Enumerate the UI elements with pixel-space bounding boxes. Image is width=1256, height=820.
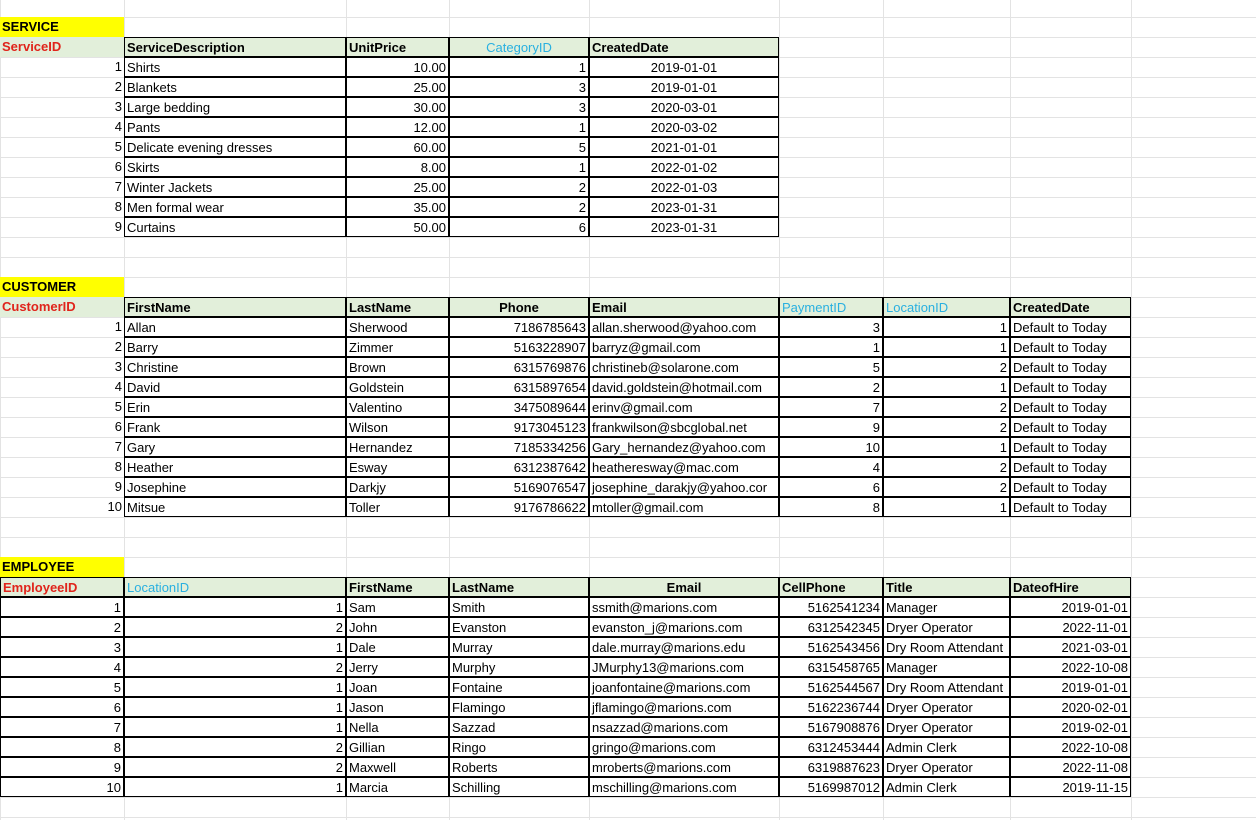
employee-cell-title[interactable]: Admin Clerk xyxy=(883,777,1010,797)
customer-cell-customerid[interactable]: 4 xyxy=(114,379,122,394)
employee-cell-employeeid[interactable]: 7 xyxy=(0,717,124,737)
customer-cell-firstname[interactable]: Mitsue xyxy=(124,497,346,517)
service-cell-servicedescription[interactable]: Men formal wear xyxy=(124,197,346,217)
employee-row xyxy=(0,697,1256,717)
service-cell-createddate[interactable]: 2020-03-01 xyxy=(589,97,779,117)
customer-cell-customerid[interactable]: 10 xyxy=(107,499,122,514)
employee-cell-cellphone[interactable]: 5162543456 xyxy=(779,637,883,657)
employee-row xyxy=(0,657,1256,677)
employee-cell-locationid[interactable]: 1 xyxy=(124,697,346,717)
customer-header-customerid[interactable]: CustomerID xyxy=(0,297,124,317)
employee-cell-dateofhire[interactable]: 2019-01-01 xyxy=(1010,677,1131,697)
employee-row xyxy=(0,677,1256,697)
customer-cell-createddate[interactable]: Default to Today xyxy=(1010,497,1131,517)
customer-cell-paymentid[interactable]: 4 xyxy=(779,457,883,477)
customer-cell-lastname[interactable]: Wilson xyxy=(346,417,449,437)
customer-cell-paymentid[interactable]: 5 xyxy=(779,357,883,377)
customer-cell-phone[interactable]: 9176786622 xyxy=(449,497,589,517)
employee-cell-lastname[interactable]: Ringo xyxy=(449,737,589,757)
customer-cell-email[interactable]: Gary_hernandez@yahoo.com xyxy=(589,437,779,457)
customer-row xyxy=(0,437,1256,457)
employee-cell-title[interactable]: Manager xyxy=(883,597,1010,617)
customer-cell-lastname[interactable]: Hernandez xyxy=(346,437,449,457)
customer-cell-phone[interactable]: 7185334256 xyxy=(449,437,589,457)
service-cell-createddate[interactable]: 2019-01-01 xyxy=(589,57,779,77)
service-cell-createddate[interactable]: 2022-01-03 xyxy=(589,177,779,197)
customer-cell-lastname[interactable]: Goldstein xyxy=(346,377,449,397)
customer-cell-firstname[interactable]: Gary xyxy=(124,437,346,457)
service-row xyxy=(0,157,1256,177)
customer-row xyxy=(0,417,1256,437)
employee-cell-employeeid[interactable]: 9 xyxy=(0,757,124,777)
service-cell-unitprice[interactable]: 12.00 xyxy=(346,117,449,137)
service-cell-servicedescription[interactable]: Large bedding xyxy=(124,97,346,117)
employee-cell-employeeid[interactable]: 1 xyxy=(0,597,124,617)
customer-cell-locationid[interactable]: 1 xyxy=(883,437,1010,457)
service-cell-categoryid[interactable]: 1 xyxy=(449,117,589,137)
employee-cell-cellphone[interactable]: 6315458765 xyxy=(779,657,883,677)
service-cell-unitprice[interactable]: 35.00 xyxy=(346,197,449,217)
employee-cell-lastname[interactable]: Flamingo xyxy=(449,697,589,717)
customer-cell-lastname[interactable]: Zimmer xyxy=(346,337,449,357)
service-header-categoryid[interactable]: CategoryID xyxy=(449,37,589,57)
employee-cell-lastname[interactable]: Murray xyxy=(449,637,589,657)
customer-cell-locationid[interactable]: 2 xyxy=(883,397,1010,417)
employee-cell-cellphone[interactable]: 6319887623 xyxy=(779,757,883,777)
service-cell-serviceid[interactable]: 3 xyxy=(114,99,122,114)
customer-cell-phone[interactable]: 6312387642 xyxy=(449,457,589,477)
customer-row xyxy=(0,497,1256,517)
service-title-row xyxy=(0,17,1256,37)
customer-cell-firstname[interactable]: Josephine xyxy=(124,477,346,497)
employee-cell-title[interactable]: Dryer Operator xyxy=(883,757,1010,777)
employee-cell-firstname[interactable]: Marcia xyxy=(346,777,449,797)
employee-cell-firstname[interactable]: John xyxy=(346,617,449,637)
customer-cell-paymentid[interactable]: 1 xyxy=(779,337,883,357)
employee-cell-email[interactable]: joanfontaine@marions.com xyxy=(589,677,779,697)
service-row xyxy=(0,177,1256,197)
service-cell-unitprice[interactable]: 8.00 xyxy=(346,157,449,177)
customer-cell-email[interactable]: mtoller@gmail.com xyxy=(589,497,779,517)
customer-row xyxy=(0,357,1256,377)
service-cell-createddate[interactable]: 2023-01-31 xyxy=(589,197,779,217)
employee-header-employeeid[interactable]: EmployeeID xyxy=(0,577,124,597)
customer-cell-email[interactable]: allan.sherwood@yahoo.com xyxy=(589,317,779,337)
customer-cell-customerid[interactable]: 3 xyxy=(114,359,122,374)
service-row xyxy=(0,137,1256,157)
customer-cell-locationid[interactable]: 2 xyxy=(883,477,1010,497)
employee-cell-cellphone[interactable]: 5162541234 xyxy=(779,597,883,617)
customer-cell-createddate[interactable]: Default to Today xyxy=(1010,477,1131,497)
customer-row xyxy=(0,317,1256,337)
employee-cell-locationid[interactable]: 2 xyxy=(124,737,346,757)
employee-row xyxy=(0,717,1256,737)
service-table-title[interactable]: SERVICE xyxy=(0,17,124,37)
employee-header-title[interactable]: Title xyxy=(883,577,1010,597)
service-row xyxy=(0,117,1256,137)
employee-cell-dateofhire[interactable]: 2019-01-01 xyxy=(1010,597,1131,617)
customer-cell-customerid[interactable]: 7 xyxy=(114,439,122,454)
employee-header-firstname[interactable]: FirstName xyxy=(346,577,449,597)
service-cell-serviceid[interactable]: 7 xyxy=(114,179,122,194)
customer-cell-createddate[interactable]: Default to Today xyxy=(1010,337,1131,357)
customer-cell-createddate[interactable]: Default to Today xyxy=(1010,397,1131,417)
service-cell-unitprice[interactable]: 25.00 xyxy=(346,77,449,97)
employee-cell-locationid[interactable]: 2 xyxy=(124,617,346,637)
employee-cell-dateofhire[interactable]: 2022-10-08 xyxy=(1010,657,1131,677)
customer-cell-email[interactable]: frankwilson@sbcglobal.net xyxy=(589,417,779,437)
service-cell-categoryid[interactable]: 3 xyxy=(449,77,589,97)
service-cell-serviceid[interactable]: 6 xyxy=(114,159,122,174)
employee-cell-cellphone[interactable]: 5162236744 xyxy=(779,697,883,717)
service-cell-servicedescription[interactable]: Pants xyxy=(124,117,346,137)
service-cell-unitprice[interactable]: 10.00 xyxy=(346,57,449,77)
employee-cell-employeeid[interactable]: 5 xyxy=(0,677,124,697)
employee-cell-cellphone[interactable]: 6312453444 xyxy=(779,737,883,757)
service-cell-createddate[interactable]: 2020-03-02 xyxy=(589,117,779,137)
customer-cell-createddate[interactable]: Default to Today xyxy=(1010,317,1131,337)
service-header-serviceid[interactable]: ServiceID xyxy=(0,37,124,57)
service-header-servicedescription[interactable]: ServiceDescription xyxy=(124,37,346,57)
employee-cell-lastname[interactable]: Smith xyxy=(449,597,589,617)
employee-cell-dateofhire[interactable]: 2022-10-08 xyxy=(1010,737,1131,757)
customer-cell-locationid[interactable]: 2 xyxy=(883,417,1010,437)
customer-cell-locationid[interactable]: 1 xyxy=(883,317,1010,337)
service-cell-unitprice[interactable]: 30.00 xyxy=(346,97,449,117)
customer-cell-phone[interactable]: 7186785643 xyxy=(449,317,589,337)
employee-cell-dateofhire[interactable]: 2020-02-01 xyxy=(1010,697,1131,717)
employee-header-dateofhire[interactable]: DateofHire xyxy=(1010,577,1131,597)
service-cell-categoryid[interactable]: 6 xyxy=(449,217,589,237)
service-cell-servicedescription[interactable]: Shirts xyxy=(124,57,346,77)
customer-cell-phone[interactable]: 9173045123 xyxy=(449,417,589,437)
customer-cell-lastname[interactable]: Esway xyxy=(346,457,449,477)
employee-row xyxy=(0,737,1256,757)
customer-cell-paymentid[interactable]: 3 xyxy=(779,317,883,337)
customer-cell-email[interactable]: josephine_darakjy@yahoo.cor xyxy=(589,477,779,497)
service-cell-categoryid[interactable]: 2 xyxy=(449,177,589,197)
employee-title-row xyxy=(0,557,1256,577)
employee-cell-firstname[interactable]: Joan xyxy=(346,677,449,697)
employee-cell-lastname[interactable]: Evanston xyxy=(449,617,589,637)
customer-cell-phone[interactable]: 5163228907 xyxy=(449,337,589,357)
customer-cell-customerid[interactable]: 6 xyxy=(114,419,122,434)
service-cell-servicedescription[interactable]: Skirts xyxy=(124,157,346,177)
employee-cell-dateofhire[interactable]: 2022-11-08 xyxy=(1010,757,1131,777)
employee-cell-locationid[interactable]: 1 xyxy=(124,717,346,737)
customer-cell-lastname[interactable]: Sherwood xyxy=(346,317,449,337)
customer-header-email[interactable]: Email xyxy=(589,297,779,317)
customer-cell-locationid[interactable]: 1 xyxy=(883,337,1010,357)
customer-row xyxy=(0,477,1256,497)
service-row xyxy=(0,97,1256,117)
employee-cell-lastname[interactable]: Murphy xyxy=(449,657,589,677)
employee-cell-lastname[interactable]: Schilling xyxy=(449,777,589,797)
customer-cell-createddate[interactable]: Default to Today xyxy=(1010,457,1131,477)
employee-cell-employeeid[interactable]: 2 xyxy=(0,617,124,637)
employee-row xyxy=(0,637,1256,657)
service-cell-unitprice[interactable]: 60.00 xyxy=(346,137,449,157)
employee-cell-cellphone[interactable]: 6312542345 xyxy=(779,617,883,637)
employee-cell-dateofhire[interactable]: 2021-03-01 xyxy=(1010,637,1131,657)
customer-row xyxy=(0,457,1256,477)
customer-cell-locationid[interactable]: 1 xyxy=(883,377,1010,397)
employee-cell-employeeid[interactable]: 6 xyxy=(0,697,124,717)
customer-cell-paymentid[interactable]: 8 xyxy=(779,497,883,517)
customer-row xyxy=(0,397,1256,417)
customer-cell-locationid[interactable]: 2 xyxy=(883,457,1010,477)
customer-header-createddate[interactable]: CreatedDate xyxy=(1010,297,1131,317)
employee-row xyxy=(0,597,1256,617)
employee-cell-dateofhire[interactable]: 2019-02-01 xyxy=(1010,717,1131,737)
customer-cell-paymentid[interactable]: 6 xyxy=(779,477,883,497)
customer-cell-paymentid[interactable]: 10 xyxy=(779,437,883,457)
employee-cell-title[interactable]: Dryer Operator xyxy=(883,697,1010,717)
service-cell-categoryid[interactable]: 2 xyxy=(449,197,589,217)
service-cell-serviceid[interactable]: 4 xyxy=(114,119,122,134)
service-cell-serviceid[interactable]: 5 xyxy=(114,139,122,154)
employee-cell-cellphone[interactable]: 5169987012 xyxy=(779,777,883,797)
customer-cell-phone[interactable]: 3475089644 xyxy=(449,397,589,417)
employee-cell-title[interactable]: Dryer Operator xyxy=(883,617,1010,637)
customer-cell-email[interactable]: david.goldstein@hotmail.com xyxy=(589,377,779,397)
service-cell-servicedescription[interactable]: Curtains xyxy=(124,217,346,237)
customer-row xyxy=(0,377,1256,397)
service-cell-categoryid[interactable]: 3 xyxy=(449,97,589,117)
customer-header-locationid[interactable]: LocationID xyxy=(883,297,1010,317)
service-cell-unitprice[interactable]: 25.00 xyxy=(346,177,449,197)
service-cell-serviceid[interactable]: 9 xyxy=(114,219,122,234)
service-cell-servicedescription[interactable]: Winter Jackets xyxy=(124,177,346,197)
customer-cell-firstname[interactable]: Barry xyxy=(124,337,346,357)
customer-cell-paymentid[interactable]: 7 xyxy=(779,397,883,417)
customer-cell-firstname[interactable]: David xyxy=(124,377,346,397)
employee-header-lastname[interactable]: LastName xyxy=(449,577,589,597)
employee-row xyxy=(0,777,1256,797)
service-cell-createddate[interactable]: 2021-01-01 xyxy=(589,137,779,157)
employee-cell-firstname[interactable]: Sam xyxy=(346,597,449,617)
customer-cell-locationid[interactable]: 1 xyxy=(883,497,1010,517)
employee-cell-employeeid[interactable]: 10 xyxy=(0,777,124,797)
service-cell-servicedescription[interactable]: Delicate evening dresses xyxy=(124,137,346,157)
customer-cell-lastname[interactable]: Darkjy xyxy=(346,477,449,497)
employee-cell-title[interactable]: Admin Clerk xyxy=(883,737,1010,757)
employee-cell-firstname[interactable]: Maxwell xyxy=(346,757,449,777)
customer-cell-customerid[interactable]: 1 xyxy=(114,319,122,334)
service-header-createddate[interactable]: CreatedDate xyxy=(589,37,779,57)
employee-cell-employeeid[interactable]: 4 xyxy=(0,657,124,677)
employee-cell-email[interactable]: gringo@marions.com xyxy=(589,737,779,757)
service-cell-servicedescription[interactable]: Blankets xyxy=(124,77,346,97)
customer-cell-createddate[interactable]: Default to Today xyxy=(1010,357,1131,377)
employee-cell-firstname[interactable]: Nella xyxy=(346,717,449,737)
customer-cell-email[interactable]: erinv@gmail.com xyxy=(589,397,779,417)
employee-cell-firstname[interactable]: Gillian xyxy=(346,737,449,757)
customer-cell-email[interactable]: christineb@solarone.com xyxy=(589,357,779,377)
customer-cell-firstname[interactable]: Allan xyxy=(124,317,346,337)
customer-cell-customerid[interactable]: 8 xyxy=(114,459,122,474)
service-row xyxy=(0,77,1256,97)
employee-cell-email[interactable]: mroberts@marions.com xyxy=(589,757,779,777)
employee-cell-title[interactable]: Manager xyxy=(883,657,1010,677)
customer-cell-firstname[interactable]: Erin xyxy=(124,397,346,417)
employee-cell-email[interactable]: jflamingo@marions.com xyxy=(589,697,779,717)
employee-cell-lastname[interactable]: Sazzad xyxy=(449,717,589,737)
service-cell-unitprice[interactable]: 50.00 xyxy=(346,217,449,237)
employee-cell-title[interactable]: Dry Room Attendant xyxy=(883,637,1010,657)
service-cell-categoryid[interactable]: 1 xyxy=(449,57,589,77)
customer-cell-lastname[interactable]: Toller xyxy=(346,497,449,517)
employee-cell-locationid[interactable]: 1 xyxy=(124,637,346,657)
customer-cell-paymentid[interactable]: 9 xyxy=(779,417,883,437)
employee-cell-firstname[interactable]: Dale xyxy=(346,637,449,657)
employee-header-row xyxy=(0,577,1256,597)
service-cell-createddate[interactable]: 2019-01-01 xyxy=(589,77,779,97)
employee-cell-firstname[interactable]: Jason xyxy=(346,697,449,717)
service-row xyxy=(0,197,1256,217)
service-header-unitprice[interactable]: UnitPrice xyxy=(346,37,449,57)
customer-cell-email[interactable]: barryz@gmail.com xyxy=(589,337,779,357)
customer-header-phone[interactable]: Phone xyxy=(449,297,589,317)
customer-table-title[interactable]: CUSTOMER xyxy=(0,277,124,297)
employee-row xyxy=(0,757,1256,777)
employee-cell-cellphone[interactable]: 5162544567 xyxy=(779,677,883,697)
customer-cell-phone[interactable]: 6315769876 xyxy=(449,357,589,377)
service-cell-serviceid[interactable]: 2 xyxy=(114,79,122,94)
customer-header-lastname[interactable]: LastName xyxy=(346,297,449,317)
service-cell-categoryid[interactable]: 5 xyxy=(449,137,589,157)
employee-cell-cellphone[interactable]: 5167908876 xyxy=(779,717,883,737)
employee-table-title[interactable]: EMPLOYEE xyxy=(0,557,124,577)
employee-cell-firstname[interactable]: Jerry xyxy=(346,657,449,677)
customer-cell-createddate[interactable]: Default to Today xyxy=(1010,417,1131,437)
employee-cell-employeeid[interactable]: 8 xyxy=(0,737,124,757)
employee-cell-email[interactable]: mschilling@marions.com xyxy=(589,777,779,797)
employee-cell-lastname[interactable]: Fontaine xyxy=(449,677,589,697)
employee-cell-lastname[interactable]: Roberts xyxy=(449,757,589,777)
customer-cell-phone[interactable]: 6315897654 xyxy=(449,377,589,397)
employee-cell-email[interactable]: JMurphy13@marions.com xyxy=(589,657,779,677)
employee-cell-email[interactable]: evanston_j@marions.com xyxy=(589,617,779,637)
customer-header-firstname[interactable]: FirstName xyxy=(124,297,346,317)
customer-cell-createddate[interactable]: Default to Today xyxy=(1010,437,1131,457)
customer-title-row xyxy=(0,277,1256,297)
customer-cell-email[interactable]: heatheresway@mac.com xyxy=(589,457,779,477)
service-row xyxy=(0,217,1256,237)
customer-cell-lastname[interactable]: Brown xyxy=(346,357,449,377)
employee-cell-title[interactable]: Dry Room Attendant xyxy=(883,677,1010,697)
employee-cell-email[interactable]: ssmith@marions.com xyxy=(589,597,779,617)
employee-cell-dateofhire[interactable]: 2022-11-01 xyxy=(1010,617,1131,637)
customer-cell-firstname[interactable]: Heather xyxy=(124,457,346,477)
customer-cell-customerid[interactable]: 9 xyxy=(114,479,122,494)
employee-cell-email[interactable]: nsazzad@marions.com xyxy=(589,717,779,737)
service-cell-serviceid[interactable]: 1 xyxy=(114,59,122,74)
service-cell-categoryid[interactable]: 1 xyxy=(449,157,589,177)
customer-cell-phone[interactable]: 5169076547 xyxy=(449,477,589,497)
customer-cell-firstname[interactable]: Christine xyxy=(124,357,346,377)
customer-cell-customerid[interactable]: 2 xyxy=(114,339,122,354)
employee-cell-locationid[interactable]: 1 xyxy=(124,597,346,617)
service-row xyxy=(0,57,1256,77)
customer-cell-createddate[interactable]: Default to Today xyxy=(1010,377,1131,397)
employee-cell-locationid[interactable]: 1 xyxy=(124,677,346,697)
employee-header-cellphone[interactable]: CellPhone xyxy=(779,577,883,597)
employee-cell-email[interactable]: dale.murray@marions.edu xyxy=(589,637,779,657)
employee-cell-employeeid[interactable]: 3 xyxy=(0,637,124,657)
customer-cell-paymentid[interactable]: 2 xyxy=(779,377,883,397)
service-cell-createddate[interactable]: 2022-01-02 xyxy=(589,157,779,177)
employee-cell-dateofhire[interactable]: 2019-11-15 xyxy=(1010,777,1131,797)
customer-cell-lastname[interactable]: Valentino xyxy=(346,397,449,417)
employee-header-email[interactable]: Email xyxy=(589,577,779,597)
customer-row xyxy=(0,337,1256,357)
customer-cell-customerid[interactable]: 5 xyxy=(114,399,122,414)
service-cell-serviceid[interactable]: 8 xyxy=(114,199,122,214)
customer-header-paymentid[interactable]: PaymentID xyxy=(779,297,883,317)
employee-cell-locationid[interactable]: 2 xyxy=(124,757,346,777)
service-cell-createddate[interactable]: 2023-01-31 xyxy=(589,217,779,237)
employee-cell-title[interactable]: Dryer Operator xyxy=(883,717,1010,737)
employee-cell-locationid[interactable]: 1 xyxy=(124,777,346,797)
employee-row xyxy=(0,617,1256,637)
customer-header-row xyxy=(0,297,1256,317)
customer-cell-firstname[interactable]: Frank xyxy=(124,417,346,437)
employee-header-locationid[interactable]: LocationID xyxy=(124,577,346,597)
employee-cell-locationid[interactable]: 2 xyxy=(124,657,346,677)
customer-cell-locationid[interactable]: 2 xyxy=(883,357,1010,377)
service-header-row xyxy=(0,37,1256,57)
